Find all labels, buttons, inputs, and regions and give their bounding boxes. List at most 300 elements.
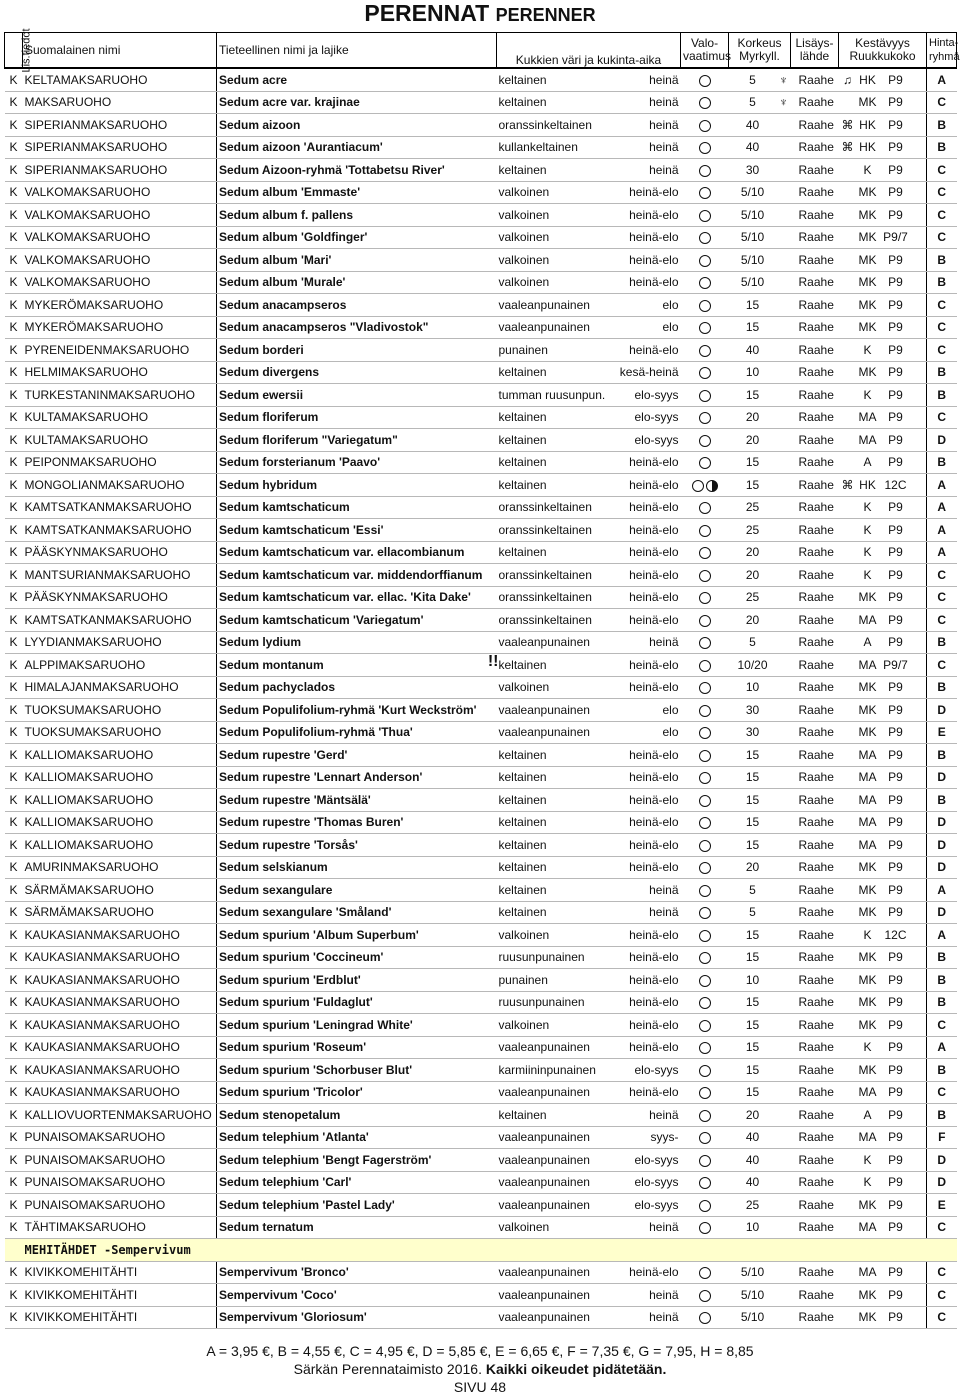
pot-size: P9	[888, 342, 903, 357]
flower-color: keltainen	[497, 451, 599, 474]
price-group: C	[927, 181, 957, 204]
scientific-name-text: Sedum rupestre 'Thomas Buren'	[219, 815, 404, 830]
special-icon: ⌘	[841, 477, 854, 492]
price-group: A	[927, 541, 957, 564]
flower-color: vaaleanpunainen	[497, 631, 599, 654]
toxicity-icon	[777, 249, 791, 272]
hardiness-pot	[839, 834, 927, 857]
pot-size: P9	[888, 140, 903, 155]
scientific-name	[217, 766, 497, 789]
sun-icon	[699, 187, 711, 199]
pot-size: P9	[888, 1152, 903, 1167]
finnish-name: KAUKASIANMAKSARUOHO	[23, 946, 217, 969]
bloom-time: heinä-elo	[599, 991, 681, 1014]
table-row	[5, 699, 957, 722]
hardiness-zone: MK	[858, 1017, 877, 1032]
pot-size: P9	[888, 545, 903, 560]
bloom-time: heinä	[599, 159, 681, 182]
sun-icon	[699, 1200, 711, 1212]
table-row	[5, 744, 957, 767]
hardiness-pot	[839, 496, 927, 519]
hardiness-pot	[839, 1014, 927, 1037]
propagation-source: Raahe	[791, 744, 839, 767]
scientific-name-text: Sedum Populifolium-ryhmä 'Thua'	[219, 725, 413, 740]
light-requirement	[681, 159, 729, 182]
light-requirement	[681, 1036, 729, 1059]
flower-color: vaaleanpunainen	[497, 1194, 599, 1217]
pot-size: P9	[888, 1175, 903, 1190]
height: 15	[729, 744, 777, 767]
sun-icon	[699, 435, 711, 447]
list-code: K	[5, 1081, 23, 1104]
light-requirement	[681, 969, 729, 992]
scientific-name-text: Sedum forsterianum 'Paavo'	[219, 455, 381, 470]
list-code: K	[5, 474, 23, 497]
light-requirement	[681, 1149, 729, 1172]
toxicity-icon	[777, 586, 791, 609]
height: 15	[729, 384, 777, 407]
sun-icon	[699, 457, 711, 469]
pot-size: P9	[888, 972, 903, 987]
light-requirement	[681, 676, 729, 699]
sun-icon	[699, 750, 711, 762]
light-requirement	[681, 766, 729, 789]
list-code: K	[5, 316, 23, 339]
light-requirement	[681, 654, 729, 677]
scientific-name	[217, 204, 497, 227]
pot-size: P9	[888, 275, 903, 290]
scientific-name	[217, 676, 497, 699]
toxicity-icon	[777, 406, 791, 429]
pot-size: P9	[888, 770, 903, 785]
list-code: K	[5, 721, 23, 744]
propagation-source: Raahe	[791, 1194, 839, 1217]
flower-color: valkoinen	[497, 924, 599, 947]
hardiness-zone: K	[863, 522, 872, 537]
list-code: K	[5, 159, 23, 182]
list-code: K	[5, 1036, 23, 1059]
pot-size: P9	[888, 1130, 903, 1145]
hardiness-pot	[839, 181, 927, 204]
hardiness-zone: MA	[858, 657, 877, 672]
height: 15	[729, 1014, 777, 1037]
scientific-name	[217, 91, 497, 114]
hardiness-pot	[839, 519, 927, 542]
price-group: B	[927, 361, 957, 384]
sun-icon	[699, 930, 711, 942]
flower-color: keltainen	[497, 429, 599, 452]
sun-icon	[699, 727, 711, 739]
hardiness-zone: MA	[858, 1130, 877, 1145]
toxicity-icon	[777, 1081, 791, 1104]
hardiness-zone: K	[863, 567, 872, 582]
light-requirement	[681, 631, 729, 654]
price-group: B	[927, 114, 957, 137]
height: 25	[729, 1194, 777, 1217]
toxicity-icon	[777, 811, 791, 834]
light-requirement	[681, 226, 729, 249]
page-number: SIVU 48	[453, 1379, 507, 1395]
sun-icon	[699, 862, 711, 874]
table-row	[5, 361, 957, 384]
finnish-name: KAUKASIANMAKSARUOHO	[23, 1081, 217, 1104]
light-requirement	[681, 609, 729, 632]
finnish-name: KAUKASIANMAKSARUOHO	[23, 1014, 217, 1037]
hardiness-pot	[839, 204, 927, 227]
bloom-time: heinä-elo	[599, 811, 681, 834]
price-group: D	[927, 901, 957, 924]
price-group: B	[927, 744, 957, 767]
toxicity-icon	[777, 721, 791, 744]
sun-icon	[699, 1065, 711, 1077]
scientific-name-text: Sedum telephium 'Atlanta'	[219, 1130, 369, 1145]
light-requirement	[681, 1284, 729, 1307]
list-code: K	[5, 991, 23, 1014]
table-row	[5, 924, 957, 947]
height: 20	[729, 564, 777, 587]
hardiness-pot	[839, 316, 927, 339]
sun-icon	[699, 277, 711, 289]
finnish-name: KALLIOMAKSARUOHO	[23, 789, 217, 812]
bloom-time: heinä-elo	[599, 541, 681, 564]
table-row	[5, 901, 957, 924]
finnish-name: SÄRMÄMAKSARUOHO	[23, 901, 217, 924]
price-group: C	[927, 609, 957, 632]
scientific-name-text: Sedum spurium 'Roseum'	[219, 1040, 367, 1055]
price-group: D	[927, 1149, 957, 1172]
finnish-name: KAUKASIANMAKSARUOHO	[23, 924, 217, 947]
list-code: K	[5, 654, 23, 677]
height: 15	[729, 789, 777, 812]
light-requirement	[681, 1306, 729, 1329]
list-code: K	[5, 879, 23, 902]
toxicity-icon	[777, 181, 791, 204]
bloom-time: heinä	[599, 901, 681, 924]
height: 10	[729, 676, 777, 699]
list-code: K	[5, 541, 23, 564]
sun-icon	[699, 817, 711, 829]
pot-size: P9	[888, 1107, 903, 1122]
height: 5	[729, 631, 777, 654]
hardiness-zone: MK	[858, 860, 877, 875]
section-row	[5, 1239, 957, 1262]
hardiness-zone: HK	[859, 72, 876, 87]
scientific-name-text: Sedum floriferum	[219, 410, 319, 425]
propagation-source: Raahe	[791, 1081, 839, 1104]
flower-color: vaaleanpunainen	[497, 1306, 599, 1329]
pot-size: P9	[888, 1220, 903, 1235]
table-row	[5, 1194, 957, 1217]
scientific-name	[217, 474, 497, 497]
flower-color: vaaleanpunainen	[497, 1149, 599, 1172]
hardiness-pot	[839, 946, 927, 969]
table-row	[5, 609, 957, 632]
finnish-name: ALPPIMAKSARUOHO	[23, 654, 217, 677]
propagation-source: Raahe	[791, 1171, 839, 1194]
pot-size: P9	[888, 680, 903, 695]
toxicity-icon	[777, 766, 791, 789]
finnish-name: VALKOMAKSARUOHO	[23, 226, 217, 249]
price-group: C	[927, 1261, 957, 1284]
header-finnish-name: Suomalainen nimi	[23, 33, 217, 69]
pot-size: P9	[888, 387, 903, 402]
table-row	[5, 159, 957, 182]
hardiness-zone: MK	[858, 275, 877, 290]
toxicity-icon	[777, 316, 791, 339]
hardiness-zone: MA	[858, 747, 877, 762]
toxicity-icon	[777, 856, 791, 879]
scientific-name-text: Sedum stenopetalum	[219, 1107, 341, 1122]
hardiness-pot	[839, 1216, 927, 1239]
propagation-source: Raahe	[791, 924, 839, 947]
pot-size: P9	[888, 702, 903, 717]
pot-size: P9	[888, 432, 903, 447]
finnish-name: TUOKSUMAKSARUOHO	[23, 699, 217, 722]
hardiness-zone: MK	[858, 1197, 877, 1212]
list-code: K	[5, 856, 23, 879]
height: 15	[729, 1036, 777, 1059]
table-row	[5, 721, 957, 744]
finnish-name: KALLIOMAKSARUOHO	[23, 744, 217, 767]
hardiness-pot	[839, 811, 927, 834]
bloom-time: heinä	[599, 879, 681, 902]
flower-color: vaaleanpunainen	[497, 316, 599, 339]
page-title	[0, 0, 960, 28]
list-code: K	[5, 969, 23, 992]
propagation-source: Raahe	[791, 1059, 839, 1082]
flower-color: valkoinen	[497, 181, 599, 204]
scientific-name-text: Sedum hybridum	[219, 477, 318, 492]
price-group: B	[927, 969, 957, 992]
finnish-name: MANTSURIANMAKSARUOHO	[23, 564, 217, 587]
bloom-time: heinä	[599, 631, 681, 654]
scientific-name	[217, 1284, 497, 1307]
propagation-source: Raahe	[791, 1149, 839, 1172]
scientific-name-text: Sedum pachyclados	[219, 680, 336, 695]
finnish-name: SIPERIANMAKSARUOHO	[23, 159, 217, 182]
flower-color: vaaleanpunainen	[497, 1261, 599, 1284]
price-group: B	[927, 271, 957, 294]
light-requirement	[681, 1171, 729, 1194]
bloom-time: heinä	[599, 136, 681, 159]
hardiness-zone: MA	[858, 410, 877, 425]
table-row	[5, 181, 957, 204]
pot-size: P9	[888, 455, 903, 470]
light-requirement	[681, 474, 729, 497]
finnish-name: TURKESTANINMAKSARUOHO	[23, 384, 217, 407]
scientific-name	[217, 699, 497, 722]
price-group: D	[927, 429, 957, 452]
hardiness-zone: MK	[858, 972, 877, 987]
propagation-source: Raahe	[791, 834, 839, 857]
toxicity-icon	[777, 1036, 791, 1059]
scientific-name-text: Sedum telephium 'Bengt Fagerström'	[219, 1152, 432, 1167]
hardiness-pot	[839, 789, 927, 812]
scientific-name-text: Sedum aizoon	[219, 117, 301, 132]
list-code: K	[5, 114, 23, 137]
scientific-name-text: Sedum spurium 'Leningrad White'	[219, 1017, 413, 1032]
scientific-name	[217, 541, 497, 564]
pot-size: P9	[888, 1040, 903, 1055]
sun-icon	[699, 120, 711, 132]
scientific-name	[217, 68, 497, 91]
price-group: B	[927, 1104, 957, 1127]
light-requirement	[681, 699, 729, 722]
hardiness-zone: MK	[858, 320, 877, 335]
sun-icon	[699, 322, 711, 334]
propagation-source: Raahe	[791, 451, 839, 474]
pot-size: P9	[888, 207, 903, 222]
finnish-name: KAUKASIANMAKSARUOHO	[23, 969, 217, 992]
special-icon: ⌘	[841, 140, 854, 155]
price-group: F	[927, 1126, 957, 1149]
table-row	[5, 586, 957, 609]
finnish-name: LYYDIANMAKSARUOHO	[23, 631, 217, 654]
hardiness-zone: K	[863, 342, 872, 357]
sun-icon	[699, 682, 711, 694]
propagation-source: Raahe	[791, 1126, 839, 1149]
propagation-source: Raahe	[791, 1036, 839, 1059]
sun-icon	[699, 705, 711, 717]
finnish-name: KIVIKKOMEHITÄHTI	[23, 1261, 217, 1284]
scientific-name-text: Sempervivum 'Gloriosum'	[219, 1310, 367, 1325]
toxicity-icon	[777, 226, 791, 249]
table-row	[5, 406, 957, 429]
hardiness-zone: MK	[858, 207, 877, 222]
scientific-name-text: Sedum floriferum "Variegatum"	[219, 432, 398, 447]
price-group: B	[927, 676, 957, 699]
hardiness-pot	[839, 676, 927, 699]
light-requirement	[681, 316, 729, 339]
propagation-source: Raahe	[791, 609, 839, 632]
flower-color: vaaleanpunainen	[497, 1036, 599, 1059]
hardiness-zone: MK	[858, 950, 877, 965]
height: 20	[729, 429, 777, 452]
height: 10	[729, 361, 777, 384]
sun-icon	[699, 142, 711, 154]
price-group: C	[927, 1284, 957, 1307]
finnish-name: TÄHTIMAKSARUOHO	[23, 1216, 217, 1239]
propagation-source: Raahe	[791, 721, 839, 744]
table-row	[5, 451, 957, 474]
hardiness-pot	[839, 361, 927, 384]
scientific-name	[217, 361, 497, 384]
table-row	[5, 474, 957, 497]
scientific-name-text: Sedum kamtschaticum	[219, 500, 350, 515]
propagation-source: Raahe	[791, 361, 839, 384]
height: 5/10	[729, 204, 777, 227]
sun-icon	[699, 1042, 711, 1054]
price-group: C	[927, 1306, 957, 1329]
scientific-name	[217, 879, 497, 902]
table-row	[5, 879, 957, 902]
price-group: B	[927, 946, 957, 969]
height: 40	[729, 114, 777, 137]
propagation-source: Raahe	[791, 969, 839, 992]
scientific-name	[217, 609, 497, 632]
height: 5/10	[729, 249, 777, 272]
bloom-time: heinä-elo	[599, 496, 681, 519]
price-group: B	[927, 249, 957, 272]
scientific-name-text: Sedum anacampseros "Vladivostok"	[219, 320, 429, 335]
propagation-source: Raahe	[791, 901, 839, 924]
price-group: D	[927, 856, 957, 879]
height: 20	[729, 406, 777, 429]
toxicity-icon	[777, 1306, 791, 1329]
scientific-name	[217, 564, 497, 587]
propagation-source: Raahe	[791, 294, 839, 317]
light-requirement	[681, 249, 729, 272]
propagation-source: Raahe	[791, 766, 839, 789]
hardiness-pot	[839, 631, 927, 654]
hardiness-zone: MA	[858, 1265, 877, 1280]
price-group: A	[927, 924, 957, 947]
bloom-time: elo-syys	[599, 384, 681, 407]
toxicity-icon	[777, 1261, 791, 1284]
scientific-name	[217, 721, 497, 744]
toxicity-icon	[777, 1059, 791, 1082]
scientific-name-text: Sedum album 'Murale'	[219, 275, 346, 290]
height: 5	[729, 68, 777, 91]
hardiness-pot	[839, 1194, 927, 1217]
flower-color: oranssinkeltainen	[497, 586, 599, 609]
header-source	[791, 33, 839, 69]
toxicity-icon	[777, 699, 791, 722]
flower-color: kullankeltainen	[497, 136, 599, 159]
table-row	[5, 294, 957, 317]
table-row	[5, 384, 957, 407]
scientific-name	[217, 946, 497, 969]
hardiness-pot	[839, 609, 927, 632]
sun-icon	[699, 75, 711, 87]
pot-size: P9	[888, 252, 903, 267]
hardiness-zone: MK	[858, 590, 877, 605]
price-group: A	[927, 879, 957, 902]
list-code: K	[5, 339, 23, 362]
finnish-name: SÄRMÄMAKSARUOHO	[23, 879, 217, 902]
scientific-name	[217, 1104, 497, 1127]
finnish-name: KAMTSATKANMAKSARUOHO	[23, 609, 217, 632]
pot-size: P9	[888, 185, 903, 200]
light-requirement	[681, 271, 729, 294]
height: 5/10	[729, 1306, 777, 1329]
height: 15	[729, 766, 777, 789]
toxicity-icon	[777, 969, 791, 992]
header-height	[729, 33, 791, 69]
scientific-name-text: Sedum album 'Goldfinger'	[219, 230, 368, 245]
table-row	[5, 1261, 957, 1284]
hardiness-pot	[839, 1306, 927, 1329]
finnish-name: KELTAMAKSARUOHO	[23, 68, 217, 91]
toxicity-icon	[777, 924, 791, 947]
scientific-name	[217, 901, 497, 924]
scientific-name	[217, 586, 497, 609]
height: 40	[729, 1126, 777, 1149]
pot-size: P9	[888, 837, 903, 852]
finnish-name: SIPERIANMAKSARUOHO	[23, 114, 217, 137]
price-group: B	[927, 789, 957, 812]
price-group: A	[927, 68, 957, 91]
propagation-source: Raahe	[791, 204, 839, 227]
hardiness-pot	[839, 541, 927, 564]
scientific-name	[217, 1014, 497, 1037]
scientific-name	[217, 1081, 497, 1104]
scientific-name-text: Sedum spurium 'Fuldaglut'	[219, 995, 373, 1010]
price-group: A	[927, 474, 957, 497]
propagation-source: Raahe	[791, 406, 839, 429]
sun-icon	[699, 840, 711, 852]
sun-icon	[699, 1110, 711, 1122]
